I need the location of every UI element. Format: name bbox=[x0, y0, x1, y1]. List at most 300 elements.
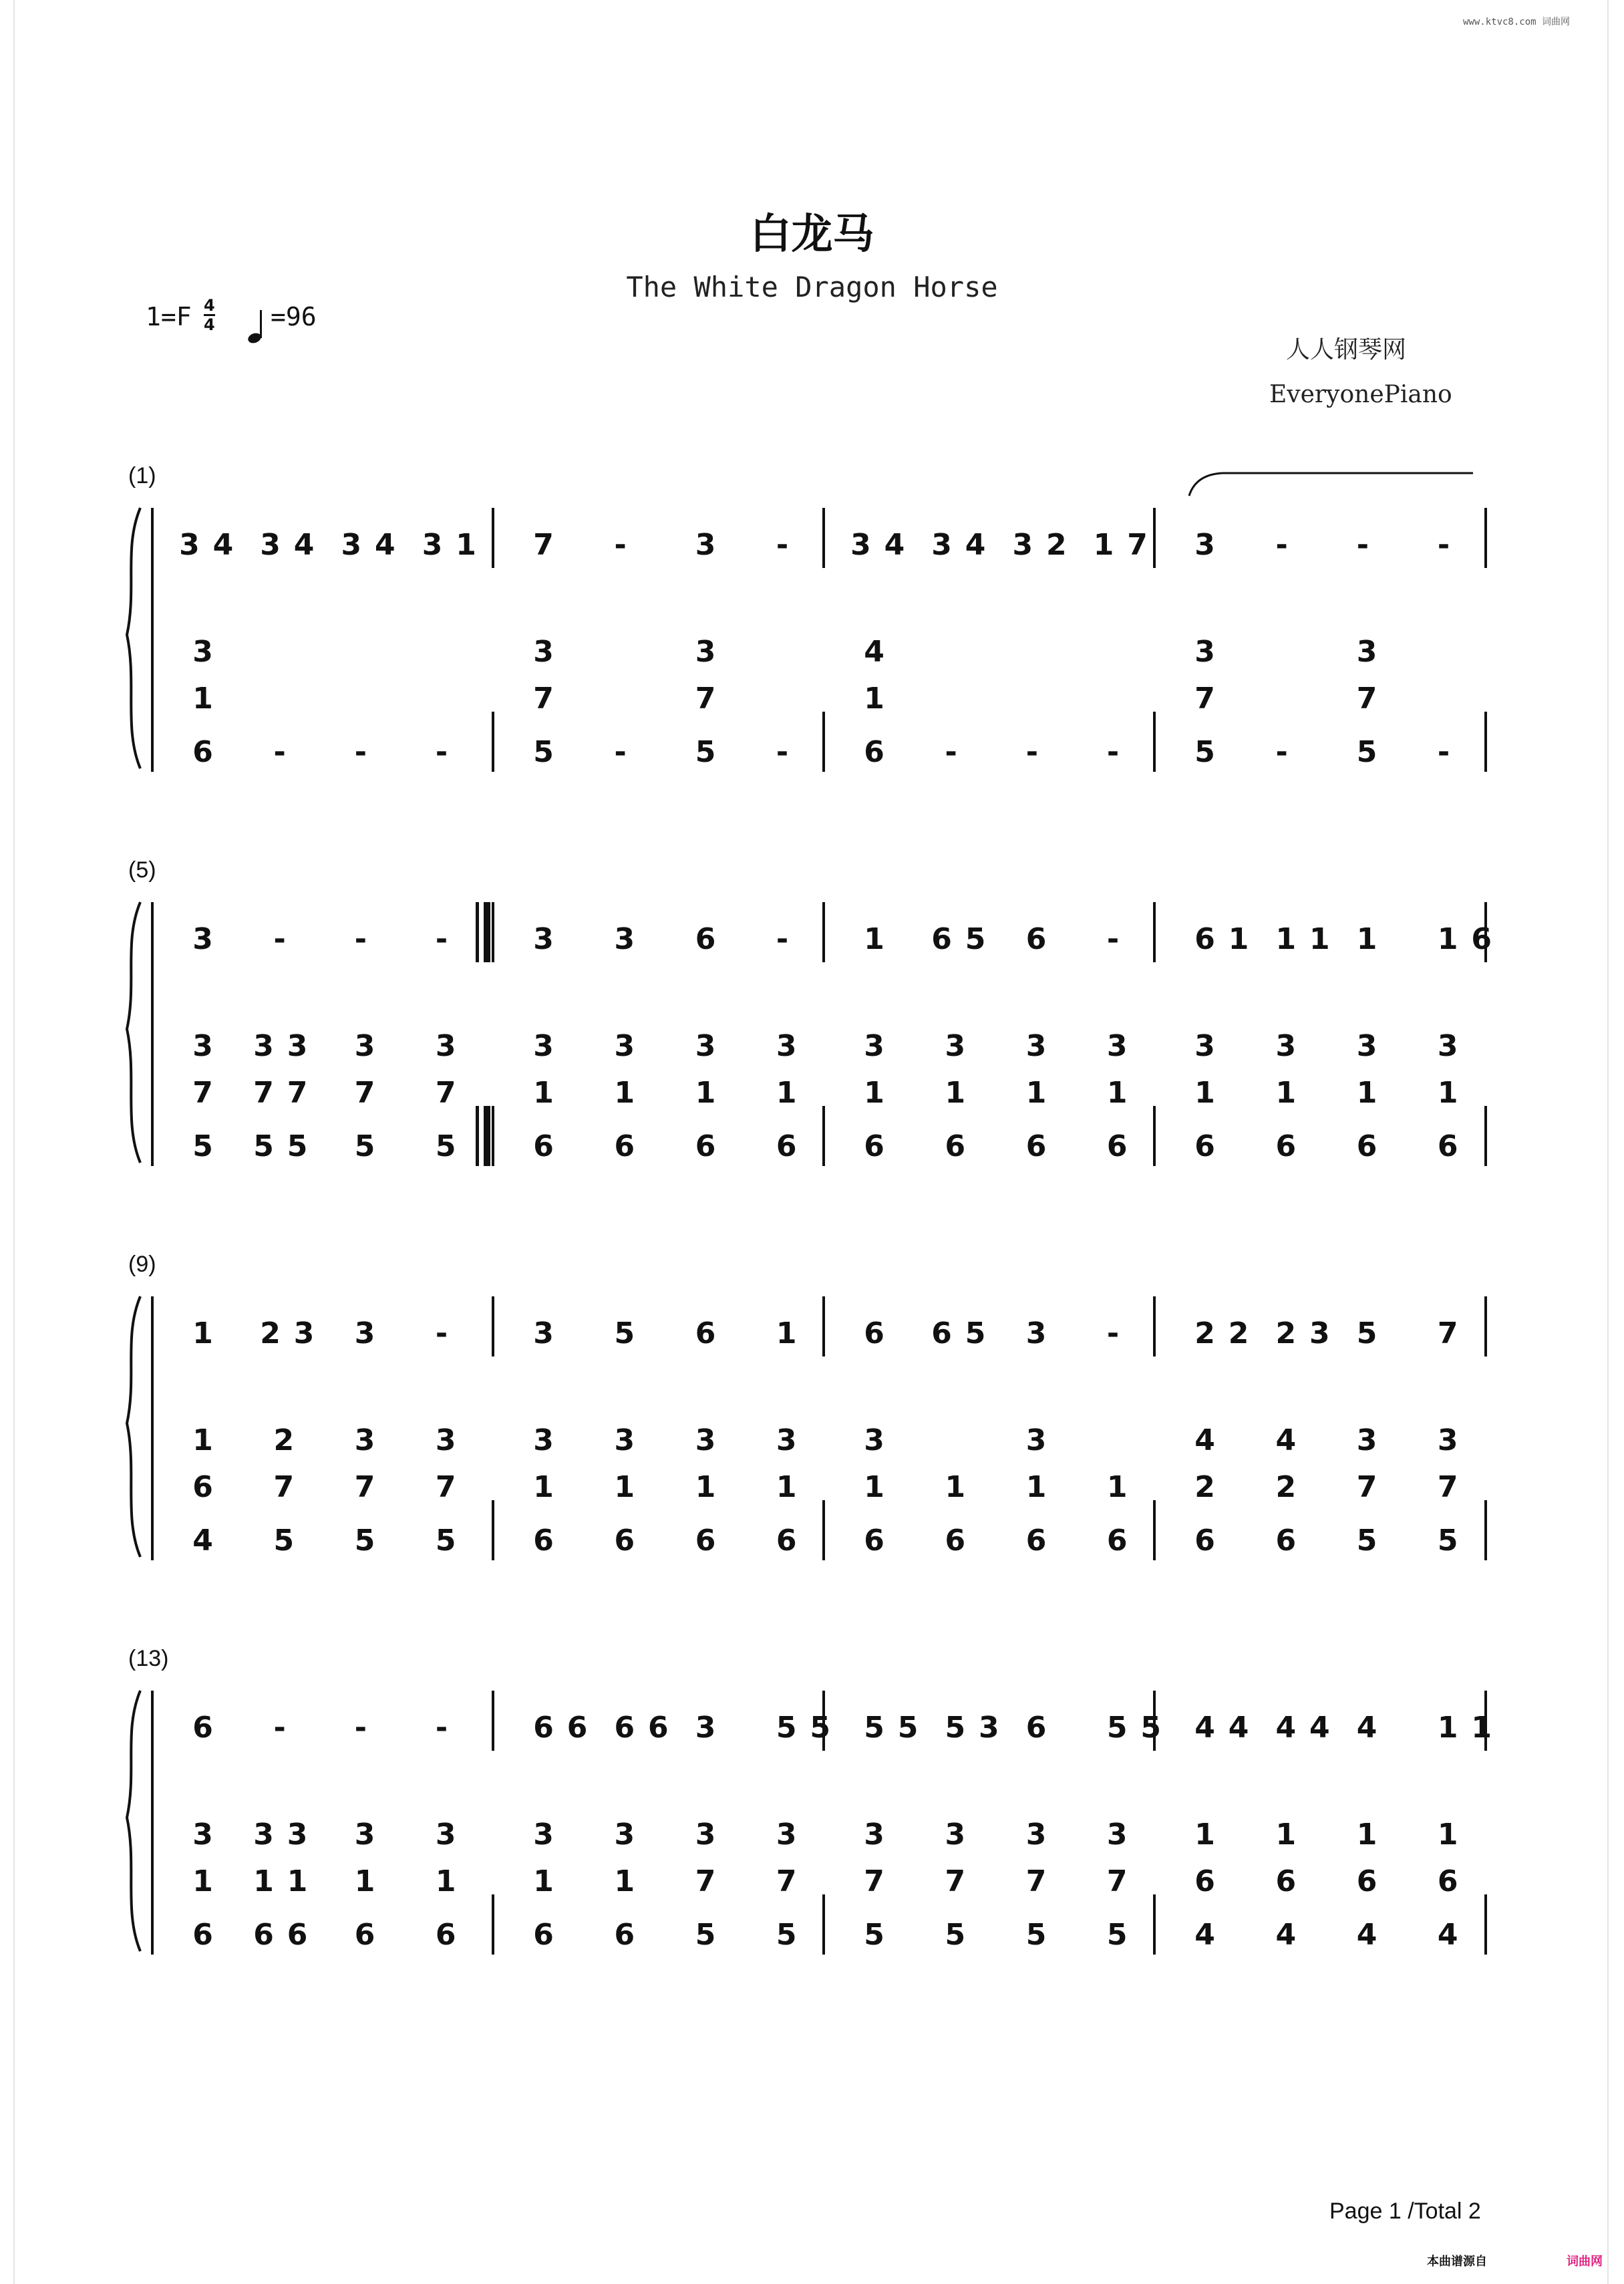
bass-low-note: 6 bbox=[776, 1524, 797, 1558]
bass-mid-note: 1 bbox=[1275, 1076, 1297, 1110]
bass-mid-note: 1 bbox=[192, 1864, 213, 1898]
bass-low-note: 5 bbox=[1437, 1524, 1458, 1558]
treble-note: 6 bbox=[648, 1711, 669, 1745]
bass-low-note: 5 bbox=[1194, 735, 1215, 769]
treble-note: 4 bbox=[965, 528, 986, 562]
bass-dash: - bbox=[776, 735, 789, 769]
bass-mid-note: 1 bbox=[945, 1470, 966, 1504]
bass-low-note: 5 bbox=[1356, 735, 1377, 769]
treble-note: 4 bbox=[1309, 1711, 1330, 1745]
treble-note: 6 bbox=[614, 1711, 635, 1745]
treble-note: 1 bbox=[1437, 922, 1458, 956]
treble-note: 3 bbox=[533, 1316, 554, 1350]
treble-dash: - bbox=[1106, 922, 1120, 956]
bass-low-note: 6 bbox=[614, 1129, 635, 1163]
bass-low-note: 5 bbox=[435, 1524, 456, 1558]
bass-mid-note: 6 bbox=[1194, 1864, 1215, 1898]
page-indicator: Page 1 /Total 2 bbox=[1329, 2198, 1481, 2224]
barline-bass bbox=[1484, 1500, 1487, 1560]
bass-low-note: 5 bbox=[435, 1129, 456, 1163]
bass-top-note: 3 bbox=[945, 1818, 966, 1852]
treble-dash: - bbox=[273, 1711, 286, 1745]
treble-note: 4 bbox=[375, 528, 395, 562]
barline-treble bbox=[492, 1691, 494, 1751]
barline-bass bbox=[822, 1500, 825, 1560]
repeat-bar-thick bbox=[484, 902, 490, 962]
bass-mid-note: 7 bbox=[287, 1076, 308, 1110]
tie-arc bbox=[1189, 473, 1473, 496]
treble-note: 5 bbox=[614, 1316, 635, 1350]
treble-note: 6 bbox=[1025, 1711, 1047, 1745]
bass-dash: - bbox=[435, 735, 448, 769]
bass-mid-note: 2 bbox=[1194, 1470, 1215, 1504]
bass-low-note: 5 bbox=[1106, 1918, 1128, 1952]
treble-note: 3 bbox=[422, 528, 443, 562]
treble-note: 5 bbox=[864, 1711, 884, 1745]
bass-mid-note: 1 bbox=[945, 1076, 966, 1110]
bass-low-note: 5 bbox=[864, 1918, 884, 1952]
bass-top-note: 3 bbox=[354, 1818, 375, 1852]
bass-low-note: 5 bbox=[253, 1129, 274, 1163]
treble-note: 1 bbox=[192, 1316, 213, 1350]
treble-note: 5 bbox=[897, 1711, 919, 1745]
bass-low-note: 6 bbox=[776, 1129, 797, 1163]
bass-top-note: 3 bbox=[1025, 1029, 1047, 1063]
bass-top-note: 1 bbox=[1437, 1818, 1458, 1852]
treble-note: 1 bbox=[1356, 922, 1377, 956]
system-line bbox=[151, 902, 154, 1166]
bass-top-note: 3 bbox=[354, 1423, 375, 1457]
barline-treble bbox=[1484, 1296, 1487, 1357]
bass-mid-note: 7 bbox=[192, 1076, 213, 1110]
bass-dash: - bbox=[273, 735, 286, 769]
bass-top-note: 4 bbox=[1194, 1423, 1215, 1457]
bass-low-note: 4 bbox=[1356, 1918, 1377, 1952]
bass-top-note: 3 bbox=[287, 1029, 308, 1063]
bass-mid-note: 1 bbox=[776, 1470, 797, 1504]
bass-mid-note: 7 bbox=[253, 1076, 274, 1110]
bass-mid-note: 7 bbox=[354, 1076, 375, 1110]
bass-low-note: 6 bbox=[1194, 1524, 1215, 1558]
bass-low-note: 6 bbox=[614, 1524, 635, 1558]
bass-top-note: 3 bbox=[533, 1423, 554, 1457]
treble-dash: - bbox=[1437, 528, 1450, 562]
treble-note: 5 bbox=[1106, 1711, 1128, 1745]
treble-dash: - bbox=[354, 922, 367, 956]
bass-mid-note: 1 bbox=[695, 1470, 716, 1504]
treble-note: 4 bbox=[1356, 1711, 1377, 1745]
barline-bass bbox=[822, 1106, 825, 1166]
bass-low-note: 4 bbox=[1194, 1918, 1215, 1952]
bass-mid-note: 7 bbox=[435, 1076, 456, 1110]
bass-top-note: 3 bbox=[614, 1029, 635, 1063]
repeat-bar-thick bbox=[484, 1106, 490, 1166]
barline-bass bbox=[1153, 712, 1156, 772]
barline-treble bbox=[492, 1296, 494, 1357]
barline-treble bbox=[1153, 508, 1156, 568]
bass-low-note: 6 bbox=[695, 1129, 716, 1163]
treble-dash: - bbox=[776, 922, 789, 956]
treble-note: 3 bbox=[341, 528, 362, 562]
bass-top-note: 3 bbox=[192, 1029, 213, 1063]
bass-top-note: 1 bbox=[1275, 1818, 1297, 1852]
treble-dash: - bbox=[435, 922, 448, 956]
bass-dash: - bbox=[1025, 735, 1038, 769]
treble-note: 3 bbox=[354, 1316, 375, 1350]
bass-mid-note: 2 bbox=[1275, 1470, 1297, 1504]
bass-low-note: 4 bbox=[1275, 1918, 1297, 1952]
bass-top-note: 3 bbox=[192, 1818, 213, 1852]
treble-note: 2 bbox=[260, 1316, 281, 1350]
bass-top-note: 3 bbox=[1437, 1029, 1458, 1063]
bass-top-note: 3 bbox=[776, 1818, 797, 1852]
brace bbox=[127, 902, 140, 1163]
tempo-marking: =96 bbox=[271, 302, 317, 331]
treble-note: 7 bbox=[1127, 528, 1148, 562]
site-watermark: www.ktvc8.com 词曲网 bbox=[1463, 17, 1571, 27]
treble-note: 4 bbox=[1194, 1711, 1215, 1745]
bass-mid-note: 1 bbox=[1106, 1076, 1128, 1110]
bass-low-note: 6 bbox=[533, 1918, 554, 1952]
bass-mid-note: 7 bbox=[1106, 1864, 1128, 1898]
barline-bass bbox=[492, 1894, 494, 1955]
measure-number: (13) bbox=[128, 1646, 169, 1671]
treble-dash: - bbox=[273, 922, 286, 956]
bass-top-note: 3 bbox=[695, 1029, 716, 1063]
barline-bass bbox=[822, 712, 825, 772]
bass-mid-note: 1 bbox=[354, 1864, 375, 1898]
bass-low-note: 5 bbox=[776, 1918, 797, 1952]
system-line bbox=[151, 1691, 154, 1955]
bass-top-note: 3 bbox=[1356, 1029, 1377, 1063]
barline-bass bbox=[492, 1500, 494, 1560]
bass-mid-note: 7 bbox=[1437, 1470, 1458, 1504]
treble-note: 6 bbox=[931, 1316, 952, 1350]
bass-top-note: 4 bbox=[1275, 1423, 1297, 1457]
bass-top-note: 3 bbox=[1194, 1029, 1215, 1063]
bass-mid-note: 1 bbox=[1194, 1076, 1215, 1110]
bass-low-note: 6 bbox=[864, 735, 884, 769]
brace bbox=[127, 1296, 140, 1557]
bass-top-note: 3 bbox=[1025, 1818, 1047, 1852]
page-subtitle: The White Dragon Horse bbox=[626, 271, 998, 303]
bass-low-note: 6 bbox=[1356, 1129, 1377, 1163]
bass-low-note: 6 bbox=[614, 1918, 635, 1952]
bass-top-note: 3 bbox=[1106, 1818, 1128, 1852]
treble-dash: - bbox=[435, 1316, 448, 1350]
barline-treble bbox=[492, 902, 494, 962]
bass-low-note: 6 bbox=[1025, 1129, 1047, 1163]
bass-mid-note: 1 bbox=[533, 1076, 554, 1110]
source-brand: 词曲网 bbox=[1567, 2255, 1603, 2269]
bass-top-note: 1 bbox=[1194, 1818, 1215, 1852]
treble-note: 1 bbox=[1471, 1711, 1492, 1745]
bass-mid-note: 1 bbox=[533, 1470, 554, 1504]
bass-top-note: 3 bbox=[864, 1818, 884, 1852]
bass-mid-note: 1 bbox=[1356, 1076, 1377, 1110]
treble-note: 6 bbox=[566, 1711, 588, 1745]
bass-mid-note: 1 bbox=[776, 1076, 797, 1110]
score-system bbox=[127, 1296, 1487, 1560]
treble-note: 4 bbox=[212, 528, 234, 562]
bass-low-note: 5 bbox=[945, 1918, 966, 1952]
bass-top-note: 3 bbox=[533, 1818, 554, 1852]
bass-mid-note: 1 bbox=[435, 1864, 456, 1898]
bass-mid-note: 1 bbox=[864, 1470, 884, 1504]
treble-note: 1 bbox=[1309, 922, 1330, 956]
publisher-name-cn: 人人钢琴网 bbox=[1286, 336, 1407, 364]
treble-note: 6 bbox=[1471, 922, 1492, 956]
treble-note: 6 bbox=[192, 1711, 213, 1745]
treble-note: 3 bbox=[1012, 528, 1033, 562]
treble-note: 3 bbox=[979, 1711, 999, 1745]
measure-number: (1) bbox=[128, 463, 156, 488]
bass-low-note: 6 bbox=[864, 1524, 884, 1558]
treble-note: 6 bbox=[533, 1711, 554, 1745]
bass-low-note: 5 bbox=[192, 1129, 213, 1163]
bass-dash: - bbox=[354, 735, 367, 769]
treble-note: 4 bbox=[293, 528, 315, 562]
treble-note: 4 bbox=[1275, 1711, 1297, 1745]
bass-low-note: 6 bbox=[253, 1918, 274, 1952]
treble-note: 3 bbox=[1194, 528, 1215, 562]
barline-treble bbox=[822, 508, 825, 568]
bass-low-note: 5 bbox=[354, 1129, 375, 1163]
bass-mid-note: 1 bbox=[192, 682, 213, 716]
treble-dash: - bbox=[1275, 528, 1288, 562]
bass-low-note: 6 bbox=[1437, 1129, 1458, 1163]
barline-treble bbox=[822, 902, 825, 962]
treble-note: 5 bbox=[965, 1316, 986, 1350]
bass-top-note: 1 bbox=[192, 1423, 213, 1457]
repeat-bar bbox=[476, 902, 479, 962]
bass-mid-note: 7 bbox=[864, 1864, 884, 1898]
bass-dash: - bbox=[1275, 735, 1288, 769]
score-system bbox=[127, 508, 1487, 772]
barline-bass bbox=[492, 1106, 494, 1166]
treble-note: 1 bbox=[1275, 922, 1297, 956]
treble-note: 2 bbox=[1275, 1316, 1297, 1350]
brace bbox=[127, 508, 140, 768]
bass-top-note: 3 bbox=[533, 635, 554, 669]
bass-top-note: 3 bbox=[695, 1818, 716, 1852]
bass-low-note: 5 bbox=[533, 735, 554, 769]
treble-note: 5 bbox=[1140, 1711, 1162, 1745]
treble-note: 3 bbox=[192, 922, 213, 956]
treble-note: 5 bbox=[965, 922, 986, 956]
treble-note: 3 bbox=[1025, 1316, 1047, 1350]
bass-top-note: 3 bbox=[533, 1029, 554, 1063]
treble-note: 1 bbox=[1437, 1711, 1458, 1745]
treble-dash: - bbox=[1356, 528, 1369, 562]
barline-treble bbox=[822, 1296, 825, 1357]
bass-low-note: 6 bbox=[1275, 1129, 1297, 1163]
treble-note: 1 bbox=[776, 1316, 797, 1350]
bass-low-note: 5 bbox=[354, 1524, 375, 1558]
page-title: 白龙马 bbox=[750, 209, 874, 258]
treble-note: 1 bbox=[456, 528, 476, 562]
bass-mid-note: 1 bbox=[1025, 1076, 1047, 1110]
bass-mid-note: 7 bbox=[273, 1470, 295, 1504]
bass-low-note: 6 bbox=[1194, 1129, 1215, 1163]
score-system bbox=[127, 902, 1492, 1166]
bass-low-note: 6 bbox=[192, 1918, 213, 1952]
treble-note: 3 bbox=[931, 528, 952, 562]
barline-treble bbox=[492, 508, 494, 568]
bass-dash: - bbox=[614, 735, 627, 769]
barline-treble bbox=[1153, 902, 1156, 962]
bass-top-note: 1 bbox=[1356, 1818, 1377, 1852]
bass-top-note: 3 bbox=[1106, 1029, 1128, 1063]
treble-note: 2 bbox=[1046, 528, 1067, 562]
bass-low-note: 4 bbox=[1437, 1918, 1458, 1952]
bass-low-note: 5 bbox=[695, 1918, 716, 1952]
barline-treble bbox=[1484, 508, 1487, 568]
bass-low-note: 6 bbox=[287, 1918, 308, 1952]
bass-mid-note: 1 bbox=[614, 1864, 635, 1898]
measure-number: (9) bbox=[128, 1252, 156, 1277]
bass-low-note: 6 bbox=[533, 1524, 554, 1558]
bass-low-note: 6 bbox=[945, 1129, 966, 1163]
brace bbox=[127, 1691, 140, 1951]
bass-mid-note: 1 bbox=[287, 1864, 308, 1898]
bass-mid-note: 6 bbox=[1437, 1864, 1458, 1898]
bass-dash: - bbox=[1437, 735, 1450, 769]
treble-dash: - bbox=[435, 1711, 448, 1745]
source-label: 本曲谱源自 bbox=[1427, 2255, 1487, 2269]
treble-note: 6 bbox=[931, 922, 952, 956]
treble-note: 4 bbox=[1228, 1711, 1249, 1745]
bass-top-note: 3 bbox=[1356, 1423, 1377, 1457]
bass-top-note: 3 bbox=[945, 1029, 966, 1063]
treble-note: 5 bbox=[776, 1711, 797, 1745]
bass-low-note: 6 bbox=[945, 1524, 966, 1558]
bass-top-note: 3 bbox=[253, 1029, 274, 1063]
treble-note: 4 bbox=[884, 528, 905, 562]
treble-note: 1 bbox=[1093, 528, 1114, 562]
treble-dash: - bbox=[1106, 1316, 1120, 1350]
time-sig-numerator: 4 bbox=[204, 296, 215, 315]
bass-top-note: 3 bbox=[1356, 635, 1377, 669]
bass-mid-note: 1 bbox=[864, 682, 884, 716]
bass-low-note: 6 bbox=[864, 1129, 884, 1163]
barline-treble bbox=[1153, 1296, 1156, 1357]
bass-mid-note: 6 bbox=[1275, 1864, 1297, 1898]
bass-mid-note: 7 bbox=[533, 682, 554, 716]
bass-mid-note: 1 bbox=[533, 1864, 554, 1898]
treble-note: 6 bbox=[695, 922, 716, 956]
treble-note: 6 bbox=[1194, 922, 1215, 956]
bass-top-note: 3 bbox=[192, 635, 213, 669]
treble-note: 6 bbox=[695, 1316, 716, 1350]
bass-mid-note: 6 bbox=[192, 1470, 213, 1504]
bass-top-note: 3 bbox=[287, 1818, 308, 1852]
bass-low-note: 6 bbox=[1025, 1524, 1047, 1558]
treble-note: 3 bbox=[260, 528, 281, 562]
key-signature: 1=F bbox=[146, 302, 192, 331]
treble-note: 7 bbox=[1437, 1316, 1458, 1350]
bass-low-note: 6 bbox=[1106, 1524, 1128, 1558]
bass-top-note: 3 bbox=[1025, 1423, 1047, 1457]
bass-top-note: 3 bbox=[435, 1423, 456, 1457]
bass-top-note: 3 bbox=[435, 1818, 456, 1852]
bass-low-note: 6 bbox=[1275, 1524, 1297, 1558]
repeat-bar bbox=[476, 1106, 479, 1166]
bass-low-note: 6 bbox=[354, 1918, 375, 1952]
treble-note: 1 bbox=[864, 922, 884, 956]
bass-mid-note: 1 bbox=[1025, 1470, 1047, 1504]
bass-mid-note: 1 bbox=[695, 1076, 716, 1110]
bass-low-note: 6 bbox=[192, 735, 213, 769]
barline-bass bbox=[1484, 1106, 1487, 1166]
bass-mid-note: 1 bbox=[614, 1076, 635, 1110]
measure-number: (5) bbox=[128, 857, 156, 883]
bass-dash: - bbox=[1106, 735, 1120, 769]
treble-note: 6 bbox=[1025, 922, 1047, 956]
bass-mid-note: 7 bbox=[695, 682, 716, 716]
treble-note: 2 bbox=[1228, 1316, 1249, 1350]
treble-note: 6 bbox=[864, 1316, 884, 1350]
bass-top-note: 3 bbox=[695, 635, 716, 669]
bass-top-note: 3 bbox=[1275, 1029, 1297, 1063]
treble-note: 7 bbox=[533, 528, 554, 562]
treble-note: 3 bbox=[614, 922, 635, 956]
bass-low-note: 6 bbox=[435, 1918, 456, 1952]
bass-mid-note: 1 bbox=[253, 1864, 274, 1898]
treble-note: 1 bbox=[1228, 922, 1249, 956]
bass-mid-note: 7 bbox=[1356, 682, 1377, 716]
treble-note: 5 bbox=[945, 1711, 966, 1745]
bass-low-note: 6 bbox=[533, 1129, 554, 1163]
bass-top-note: 2 bbox=[273, 1423, 295, 1457]
bass-top-note: 3 bbox=[776, 1423, 797, 1457]
bass-top-note: 3 bbox=[354, 1029, 375, 1063]
score-system bbox=[127, 1691, 1492, 1955]
treble-note: 3 bbox=[533, 922, 554, 956]
bass-dash: - bbox=[945, 735, 957, 769]
bass-top-note: 3 bbox=[695, 1423, 716, 1457]
treble-note: 3 bbox=[695, 528, 716, 562]
bass-top-note: 3 bbox=[1437, 1423, 1458, 1457]
treble-note: 2 bbox=[1194, 1316, 1215, 1350]
bass-mid-note: 7 bbox=[1194, 682, 1215, 716]
treble-note: 3 bbox=[1309, 1316, 1330, 1350]
bass-mid-note: 7 bbox=[354, 1470, 375, 1504]
treble-note: 3 bbox=[179, 528, 200, 562]
bass-mid-note: 7 bbox=[945, 1864, 966, 1898]
system-line bbox=[151, 1296, 154, 1560]
treble-dash: - bbox=[354, 1711, 367, 1745]
treble-note: 5 bbox=[1356, 1316, 1377, 1350]
barline-bass bbox=[492, 712, 494, 772]
bass-mid-note: 7 bbox=[695, 1864, 716, 1898]
barline-bass bbox=[1153, 1894, 1156, 1955]
bass-mid-note: 7 bbox=[435, 1470, 456, 1504]
bass-mid-note: 1 bbox=[614, 1470, 635, 1504]
treble-dash: - bbox=[614, 528, 627, 562]
bass-top-note: 3 bbox=[1194, 635, 1215, 669]
bass-top-note: 3 bbox=[435, 1029, 456, 1063]
system-line bbox=[151, 508, 154, 772]
bass-low-note: 5 bbox=[287, 1129, 308, 1163]
treble-dash: - bbox=[776, 528, 789, 562]
barline-bass bbox=[1153, 1106, 1156, 1166]
bass-mid-note: 1 bbox=[1437, 1076, 1458, 1110]
bass-low-note: 6 bbox=[1106, 1129, 1128, 1163]
bass-mid-note: 1 bbox=[864, 1076, 884, 1110]
bass-top-note: 3 bbox=[776, 1029, 797, 1063]
time-sig-denominator: 4 bbox=[204, 315, 215, 334]
